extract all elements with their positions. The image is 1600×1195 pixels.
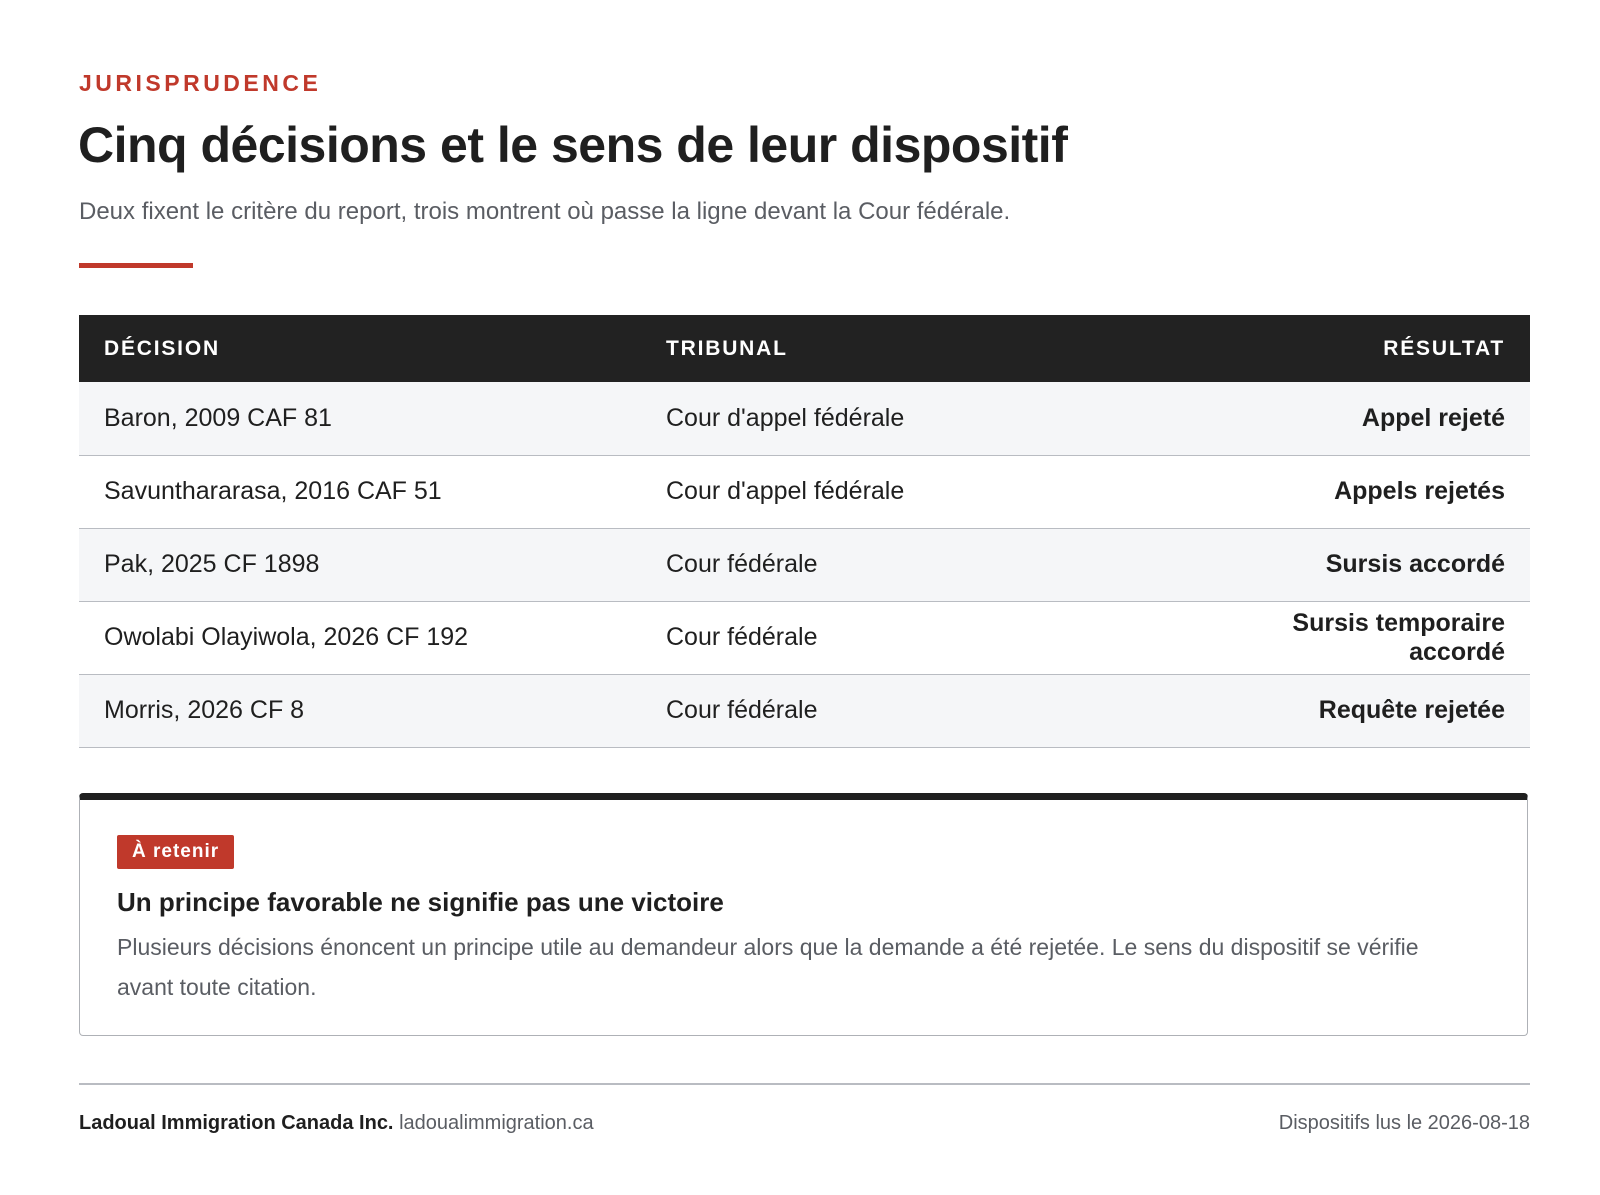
cell-decision: Morris, 2026 CF 8 <box>104 696 305 724</box>
table-row <box>79 528 1530 601</box>
footer-brand <box>79 1110 594 1136</box>
page-title: Cinq décisions et le sens de leur dispositif <box>78 117 1068 173</box>
table-header <box>79 315 1530 382</box>
table-row <box>79 674 1530 747</box>
table-header-row <box>79 315 1530 382</box>
table-row <box>79 455 1530 528</box>
takeaway-badge: À retenir <box>117 835 234 869</box>
cell-result: Appels rejetés <box>1334 477 1505 505</box>
company-name: Ladoual Immigration Canada Inc. <box>79 1112 394 1134</box>
cell-decision: Baron, 2009 CAF 81 <box>104 403 332 432</box>
column-header-result: RÉSULTAT <box>1383 337 1505 360</box>
cell-court: Cour fédérale <box>666 550 818 578</box>
footer-date-note: Dispositifs lus le 2026-08-18 <box>1278 1112 1530 1134</box>
table-row <box>79 382 1530 455</box>
accent-divider <box>79 263 193 268</box>
page-subtitle: Deux fixent le critère du report, trois montrent où passe la ligne devant la Cour fédérale. <box>79 198 1011 225</box>
cell-court: Cour fédérale <box>666 696 818 724</box>
table-body <box>79 382 1530 747</box>
section-eyebrow: JURISPRUDENCE <box>79 70 322 96</box>
cell-court: Cour fédérale <box>666 623 818 651</box>
column-header-decision: DÉCISION <box>104 337 220 360</box>
cell-decision: Savunthararasa, 2016 CAF 51 <box>104 477 442 505</box>
cell-court: Cour d'appel fédérale <box>666 403 905 432</box>
key-takeaway-callout <box>79 793 1528 1036</box>
cell-result: Appel rejeté <box>1361 403 1505 432</box>
cell-court: Cour d'appel fédérale <box>666 477 905 505</box>
column-header-court: TRIBUNAL <box>666 337 788 360</box>
callout-title: Un principe favorable ne signifie pas une victoire <box>117 887 724 917</box>
table-row <box>79 601 1530 674</box>
cell-result: Sursis temporaire accordé <box>1292 608 1505 666</box>
decisions-table <box>79 315 1530 748</box>
footer-divider <box>79 1083 1530 1085</box>
cell-decision: Pak, 2025 CF 1898 <box>104 550 320 578</box>
website-link[interactable]: ladoualimmigration.ca <box>399 1112 594 1134</box>
cell-decision: Owolabi Olayiwola, 2026 CF 192 <box>104 623 469 651</box>
cell-result: Sursis accordé <box>1325 550 1505 578</box>
cell-result: Requête rejetée <box>1318 696 1505 724</box>
callout-body: Plusieurs décisions énoncent un principe utile au demandeur alors que la demande a été rejetée. Le sens du dispositif se vérifie avant toute citation. <box>117 934 1419 1000</box>
